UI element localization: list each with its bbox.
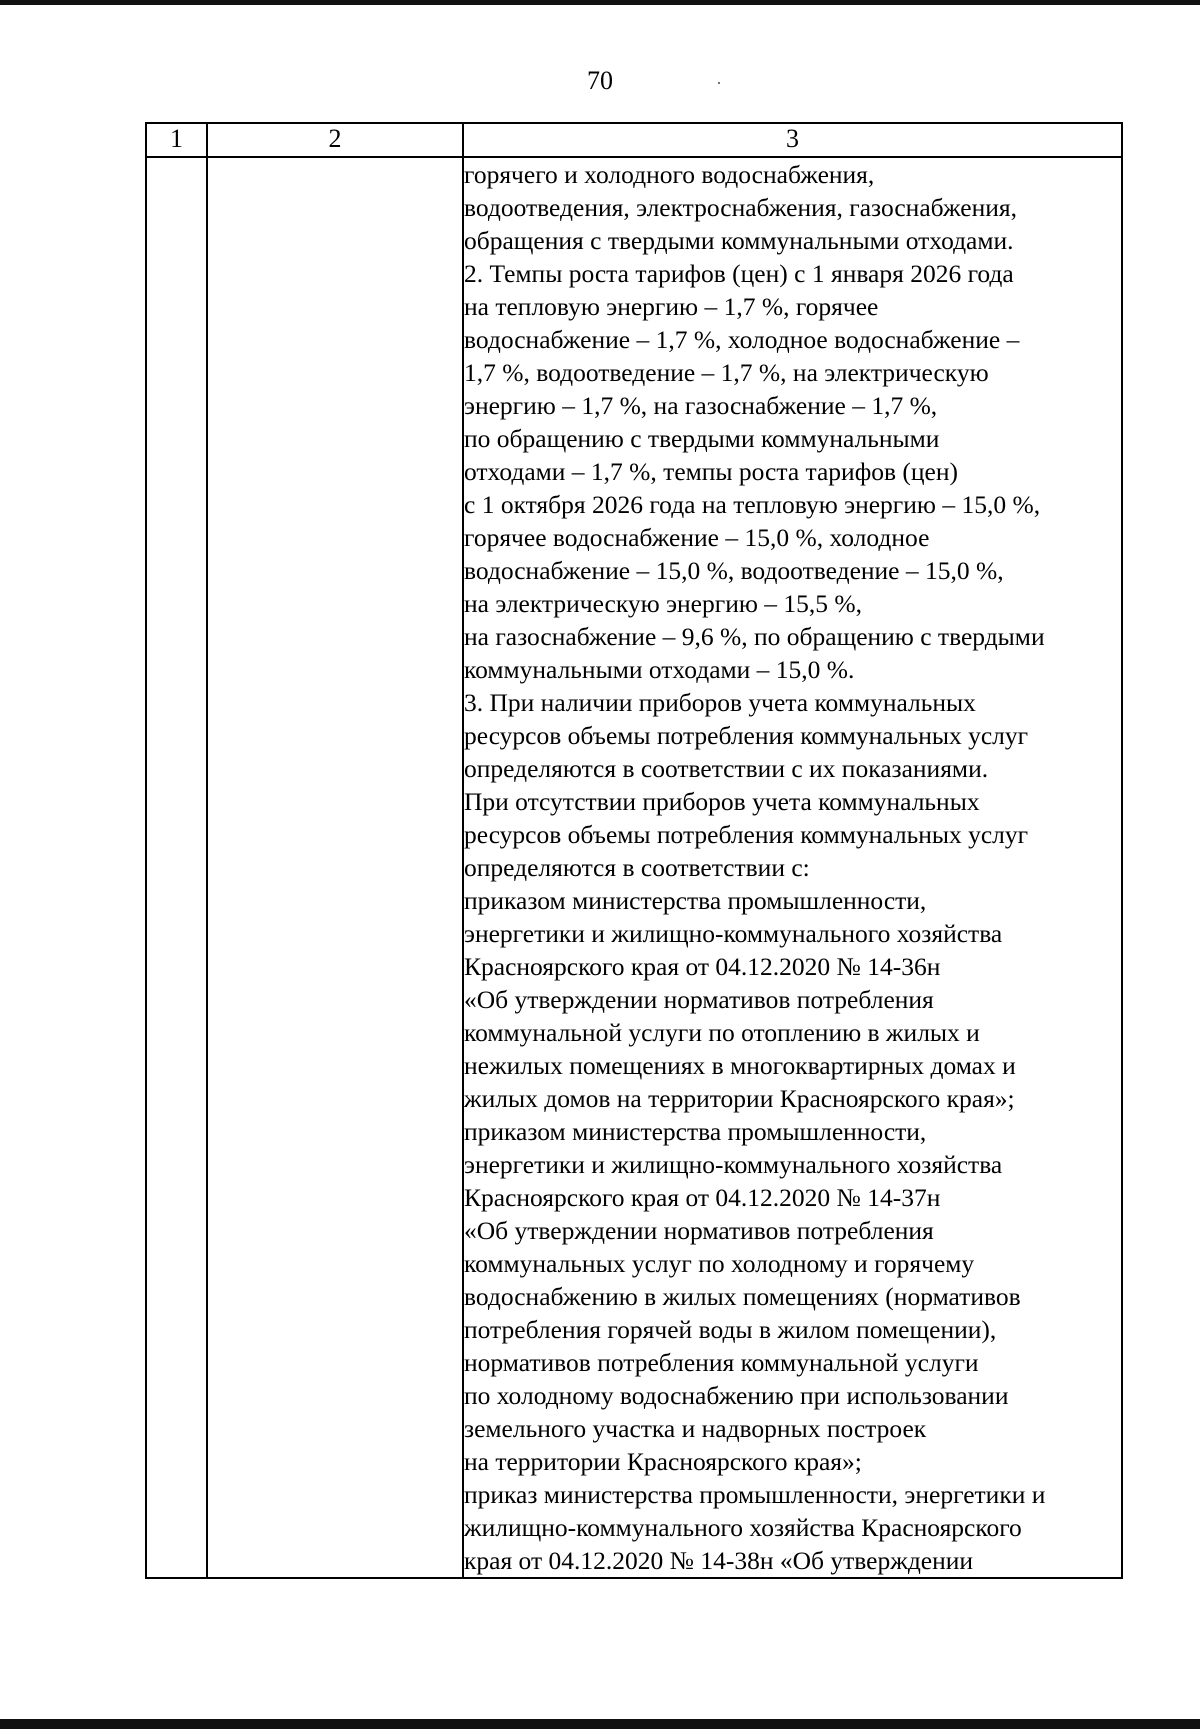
table-body-row	[146, 157, 1122, 1578]
text-line: с 1 октября 2026 года на тепловую энергию – 15,0 %,	[464, 490, 1041, 519]
scan-bottom-edge	[0, 1719, 1200, 1729]
text-line: При отсутствии приборов учета коммунальных	[464, 787, 980, 816]
body-cell-3	[463, 157, 1122, 1578]
text-line: приказом министерства промышленности,	[464, 1117, 927, 1146]
column-3-text	[464, 158, 1121, 1577]
text-line: нежилых помещениях в многоквартирных домах и	[464, 1051, 1016, 1080]
document-table	[145, 122, 1123, 1579]
text-line: энергетики и жилищно-коммунального хозяйства	[464, 919, 1003, 948]
text-line: ресурсов объемы потребления коммунальных услуг	[464, 721, 1029, 750]
text-line: по обращению с твердыми коммунальными	[464, 424, 940, 453]
text-line: Красноярского края от 04.12.2020 № 14-36н	[464, 952, 941, 981]
text-line: ресурсов объемы потребления коммунальных услуг	[464, 820, 1029, 849]
text-line: на газоснабжение – 9,6 %, по обращению с твердыми	[464, 622, 1045, 651]
text-line: водоотведения, электроснабжения, газоснабжения,	[464, 193, 1017, 222]
text-line: коммунальной услуги по отоплению в жилых и	[464, 1018, 980, 1047]
text-line: «Об утверждении нормативов потребления	[464, 1216, 934, 1245]
text-line: горячего и холодного водоснабжения,	[464, 160, 875, 189]
text-line: по холодному водоснабжению при использовании	[464, 1381, 1009, 1410]
text-line: коммунальными отходами – 15,0 %.	[464, 655, 855, 684]
text-line: горячее водоснабжение – 15,0 %, холодное	[464, 523, 930, 552]
text-line: 2. Темпы роста тарифов (цен) с 1 января 2026 года	[464, 259, 1014, 288]
text-line: жилых домов на территории Красноярского края»;	[464, 1084, 1015, 1113]
header-cell-3: 3	[463, 123, 1122, 157]
text-line: энергию – 1,7 %, на газоснабжение – 1,7 %,	[464, 391, 938, 420]
page-number: 70	[587, 66, 613, 95]
table-header-row	[146, 123, 1122, 157]
text-line: 3. При наличии приборов учета коммунальных	[464, 688, 976, 717]
text-line: на тепловую энергию – 1,7 %, горячее	[464, 292, 879, 321]
text-line: 1,7 %, водоотведение – 1,7 %, на электрическую	[464, 358, 989, 387]
text-line: определяются в соответствии с их показаниями.	[464, 754, 989, 783]
text-line: Красноярского края от 04.12.2020 № 14-37н	[464, 1183, 941, 1212]
text-line: приказом министерства промышленности,	[464, 886, 927, 915]
scan-top-edge	[0, 0, 1200, 5]
text-line: земельного участка и надворных построек	[464, 1414, 927, 1443]
header-cell-2: 2	[207, 123, 463, 157]
text-line: коммунальных услуг по холодному и горячему	[464, 1249, 975, 1278]
body-cell-1	[146, 157, 207, 1578]
text-line: определяются в соответствии с:	[464, 853, 810, 882]
text-line: энергетики и жилищно-коммунального хозяйства	[464, 1150, 1003, 1179]
text-line: обращения с твердыми коммунальными отходами.	[464, 226, 1014, 255]
text-line: жилищно-коммунального хозяйства Красноярского	[464, 1513, 1022, 1542]
text-line: водоснабжению в жилых помещениях (нормативов	[464, 1282, 1021, 1311]
text-line: потребления горячей воды в жилом помещении),	[464, 1315, 997, 1344]
text-line: края от 04.12.2020 № 14-38н «Об утверждении	[464, 1546, 974, 1575]
text-line: «Об утверждении нормативов потребления	[464, 985, 934, 1014]
text-line: отходами – 1,7 %, темпы роста тарифов (цен)	[464, 457, 958, 486]
text-line: на электрическую энергию – 15,5 %,	[464, 589, 863, 618]
text-line: на территории Красноярского края»;	[464, 1447, 862, 1476]
text-line: нормативов потребления коммунальной услуги	[464, 1348, 979, 1377]
scan-speck	[718, 82, 720, 84]
text-line: приказ министерства промышленности, энергетики и	[464, 1480, 1046, 1509]
text-line: водоснабжение – 15,0 %, водоотведение – 15,0 %,	[464, 556, 1004, 585]
text-line: водоснабжение – 1,7 %, холодное водоснабжение –	[464, 325, 1020, 354]
body-cell-2	[207, 157, 463, 1578]
header-cell-1: 1	[146, 123, 207, 157]
